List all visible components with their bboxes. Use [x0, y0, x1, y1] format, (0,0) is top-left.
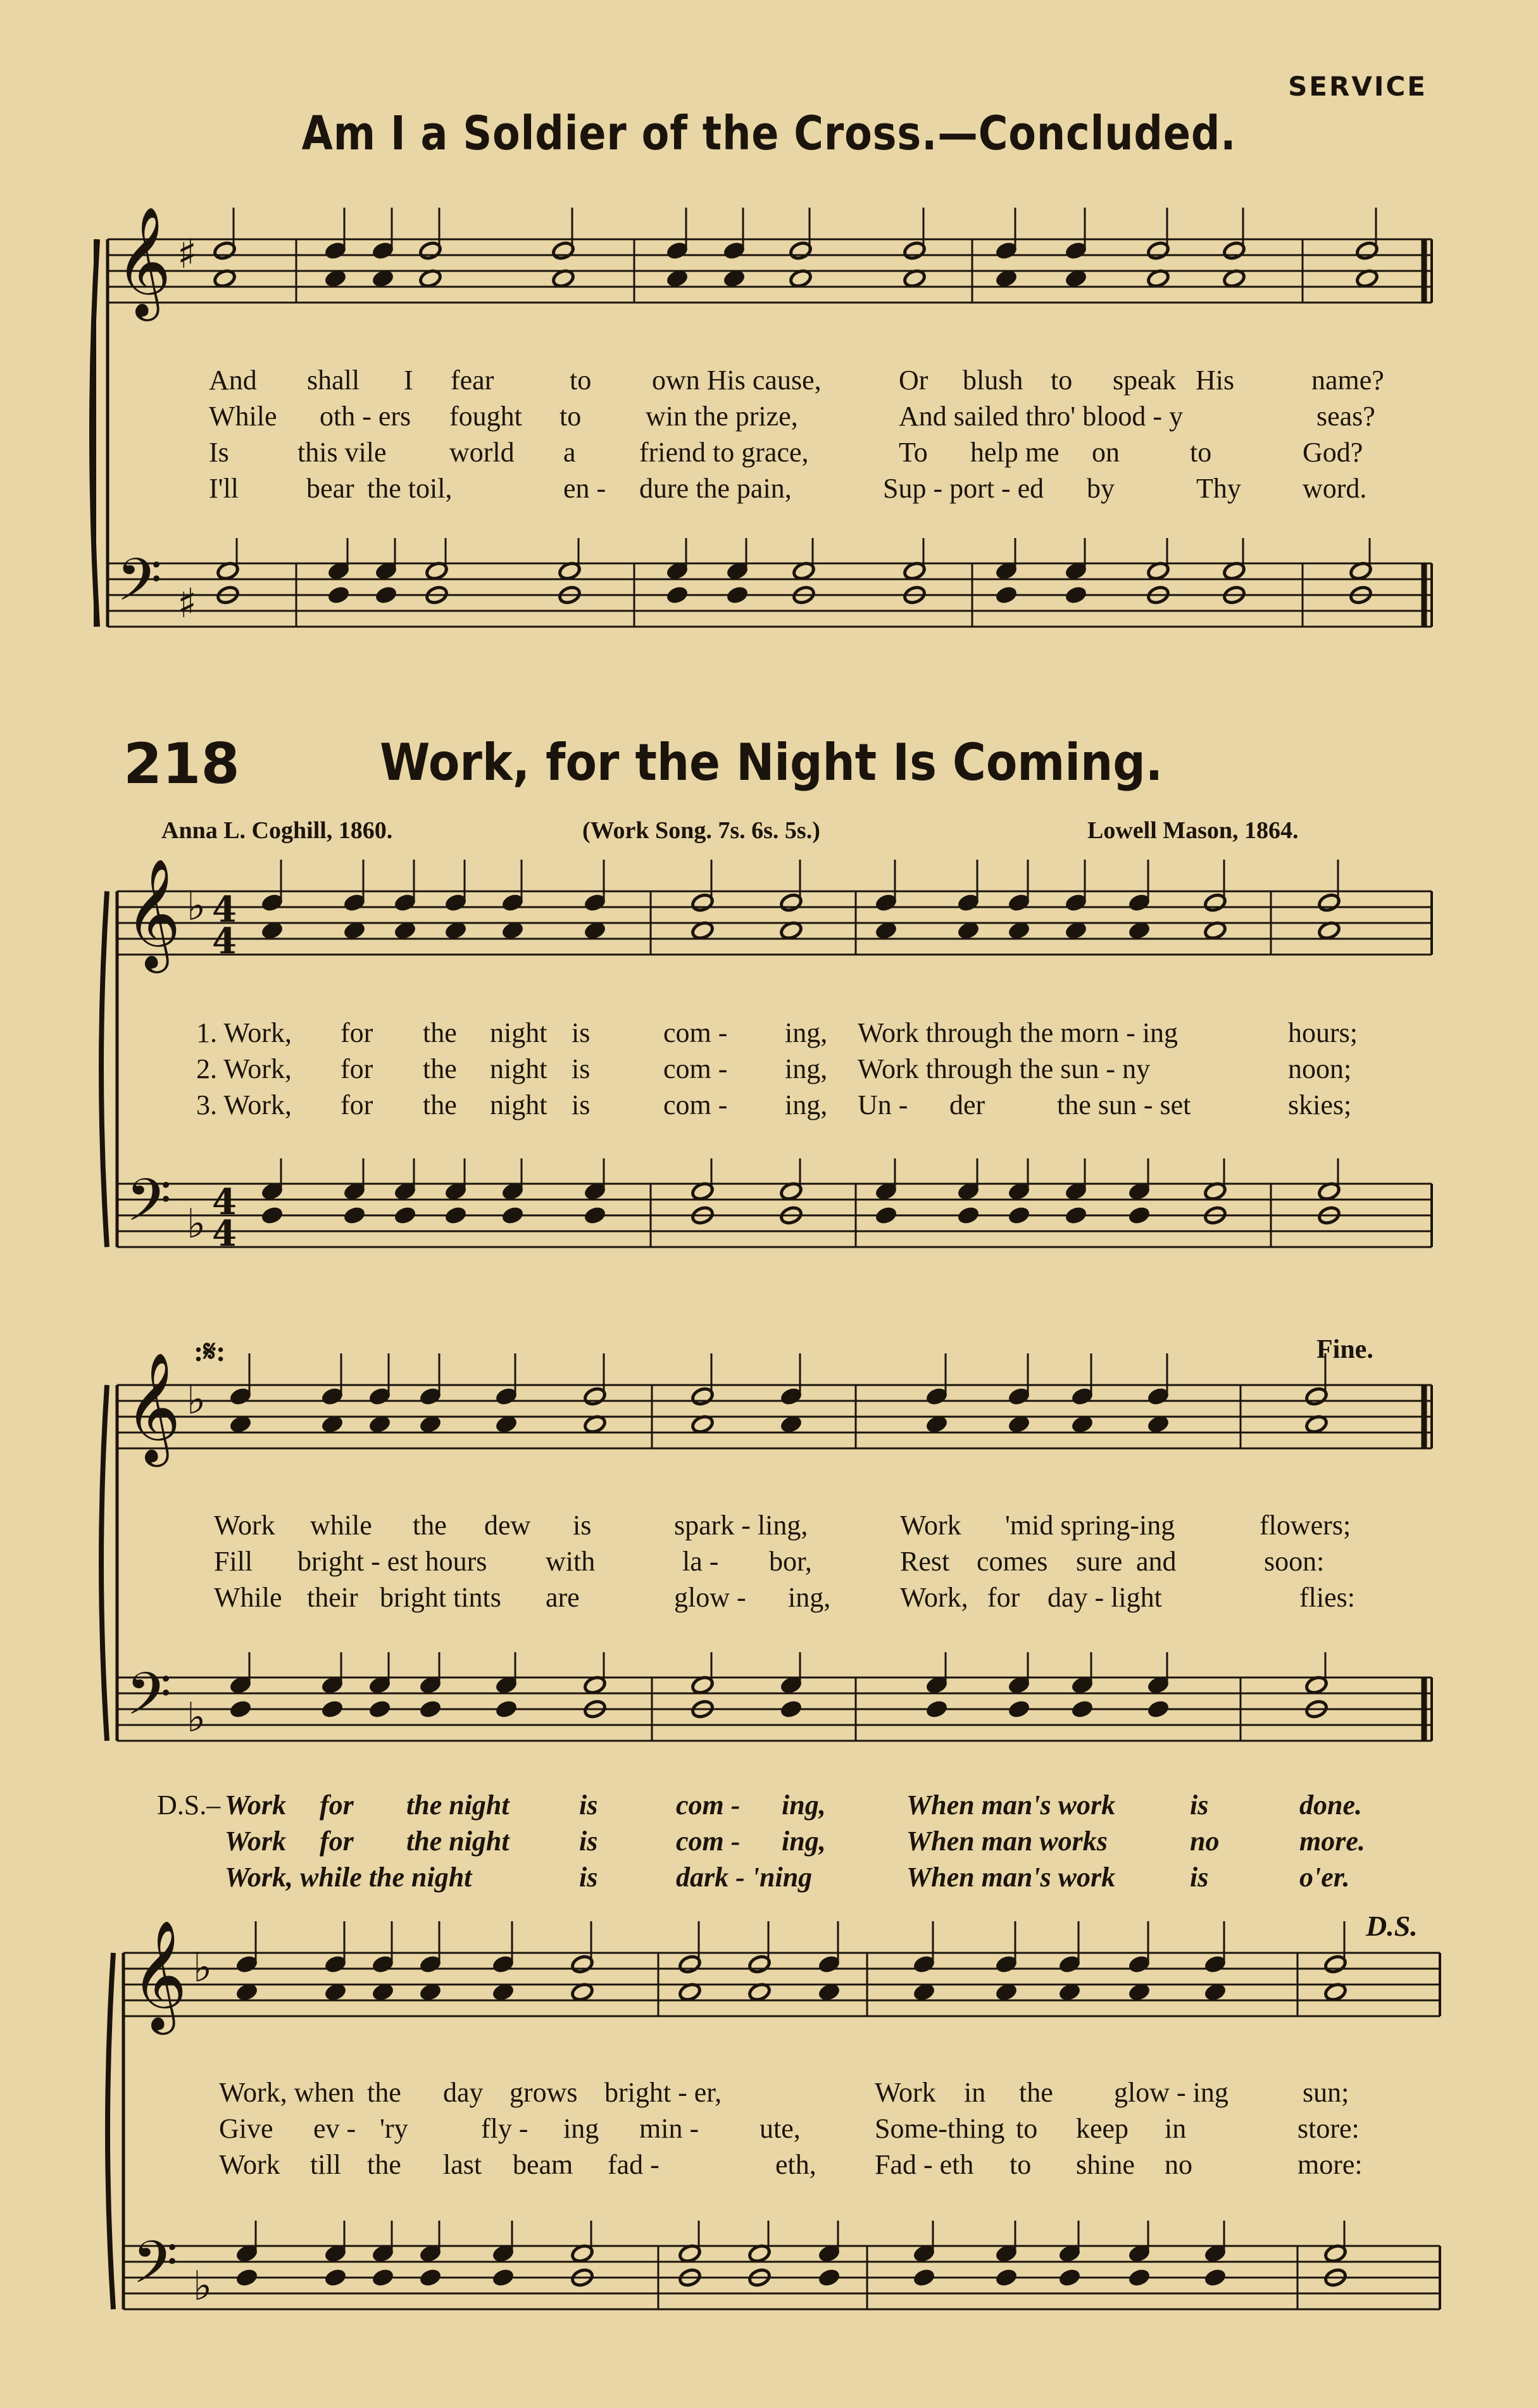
lyric-syllable: Work through the morn - ing — [858, 1017, 1179, 1048]
time-signature: 4 — [212, 1213, 237, 1255]
lyric-syllable: in — [964, 2077, 986, 2108]
lyric-syllable: the — [1019, 2077, 1053, 2108]
lyric-syllable: for — [341, 1017, 373, 1048]
lyric-syllable: is — [573, 1510, 592, 1541]
lyric-syllable: sun; — [1303, 2077, 1349, 2108]
lyric-syllable: the sun - set — [1057, 1089, 1191, 1120]
lyric-syllable: skies; — [1288, 1089, 1352, 1120]
lyric-syllable: the night — [406, 1790, 510, 1821]
lyric-syllable: Is — [209, 437, 229, 468]
lyric-syllable: com - — [676, 1826, 741, 1857]
note-head — [418, 2267, 442, 2288]
lyric-syllable: ing, — [785, 1089, 828, 1120]
lyric-syllable: dew — [484, 1510, 531, 1541]
key-signature: ♭ — [187, 1201, 206, 1248]
lyric-syllable: When man works — [906, 1826, 1108, 1857]
lyric-syllable: soon: — [1264, 1546, 1325, 1577]
lyric-syllable: While — [214, 1582, 282, 1613]
lyric-syllable: world — [449, 437, 515, 468]
note-head — [1070, 1699, 1094, 1719]
lyric-syllable: 'mid spring-ing — [1005, 1510, 1175, 1541]
lyric-syllable: dark - 'ning — [676, 1862, 813, 1893]
lyric-syllable: Work, — [900, 1582, 968, 1613]
lyric-syllable: ing, — [785, 1017, 828, 1048]
lyric-syllable: is — [1190, 1862, 1209, 1893]
lyric-syllable: more. — [1299, 1826, 1365, 1857]
lyric-syllable: fought — [449, 401, 522, 432]
note-head — [583, 1205, 607, 1226]
lyric-syllable: the — [367, 2149, 401, 2180]
hymn-author: Anna L. Coghill, 1860. — [161, 817, 393, 844]
lyric-syllable: are — [546, 1582, 580, 1613]
lyric-syllable: Rest — [900, 1546, 950, 1577]
lyric-syllable: Some-thing — [875, 2113, 1005, 2144]
treble-clef: 𝄞 — [125, 858, 181, 969]
lyric-syllable: Work — [225, 1826, 286, 1857]
ds-mark: D.S. — [1366, 1910, 1418, 1942]
lyric-syllable: the — [423, 1089, 457, 1120]
lyric-syllable: the — [367, 2077, 401, 2108]
lyric-syllable: Give — [219, 2113, 273, 2144]
lyric-syllable: for — [987, 1582, 1020, 1613]
lyric-syllable: to — [560, 401, 582, 432]
lyric-syllable: fly - — [481, 2113, 528, 2144]
system-brace — [108, 1953, 113, 2309]
lyric-syllable: with — [546, 1546, 596, 1577]
note-head — [260, 1205, 284, 1226]
lyric-syllable: the toil, — [367, 473, 453, 504]
note-head — [1064, 585, 1088, 605]
note-head — [393, 1205, 417, 1226]
note-head — [494, 1699, 518, 1719]
lyric-syllable: noon; — [1288, 1053, 1352, 1084]
lyric-syllable: 2. Work, — [196, 1053, 292, 1084]
lyric-syllable: I'll — [209, 473, 239, 504]
lyric-syllable: no — [1190, 1826, 1220, 1857]
lyric-syllable: ute, — [760, 2113, 801, 2144]
lyric-syllable: When man's work — [906, 1862, 1116, 1893]
system-brace — [101, 1385, 107, 1741]
lyric-syllable: on — [1092, 437, 1120, 468]
note-head — [994, 2267, 1018, 2288]
lyric-syllable: Fad - eth — [875, 2149, 974, 2180]
note-head — [342, 1205, 366, 1226]
key-signature: ♭ — [193, 1945, 213, 1991]
hymn-tune-meter: (Work Song. 7s. 6s. 5s.) — [582, 817, 820, 844]
page-title-continued: Am I a Soldier of the Cross.—Concluded. — [301, 106, 1237, 161]
bass-clef: 𝄢 — [126, 1167, 172, 1249]
lyric-syllable: while — [310, 1510, 372, 1541]
lyric-syllable: the — [413, 1510, 447, 1541]
lyric-syllable: la - — [682, 1546, 719, 1577]
note-head — [1127, 2267, 1151, 2288]
lyric-syllable: sure — [1076, 1546, 1123, 1577]
lyric-syllable: Work — [900, 1510, 961, 1541]
lyric-syllable: to — [1010, 2149, 1032, 2180]
lyric-syllable: is — [572, 1017, 591, 1048]
note-head — [1058, 2267, 1082, 2288]
lyric-syllable: day — [443, 2077, 484, 2108]
lyric-syllable: com - — [663, 1017, 728, 1048]
ds-label: D.S.– — [157, 1790, 221, 1821]
lyric-syllable: Work — [875, 2077, 936, 2108]
note-head — [1203, 2267, 1227, 2288]
note-head — [925, 1699, 949, 1719]
lyric-syllable: is — [572, 1053, 591, 1084]
key-signature: ♯ — [177, 231, 197, 278]
note-head — [444, 1205, 468, 1226]
lyric-syllable: 3. Work, — [196, 1089, 292, 1120]
note-head — [874, 1205, 898, 1226]
note-head — [491, 2267, 515, 2288]
note-head — [323, 2267, 347, 2288]
lyric-syllable: en - — [563, 473, 606, 504]
note-head — [912, 2267, 936, 2288]
bass-clef: 𝄢 — [132, 2229, 178, 2311]
lyric-syllable: grows — [510, 2077, 578, 2108]
lyric-syllable: hours; — [1288, 1017, 1358, 1048]
lyric-syllable: bear — [306, 473, 354, 504]
bass-clef: 𝄢 — [126, 1660, 172, 1743]
lyric-syllable: bor, — [769, 1546, 812, 1577]
lyric-syllable: friend to grace, — [639, 437, 809, 468]
lyric-syllable: Work — [225, 1790, 286, 1821]
lyric-syllable: oth - ers — [320, 401, 411, 432]
lyric-syllable: for — [341, 1089, 373, 1120]
lyric-syllable: com - — [663, 1053, 728, 1084]
key-signature: ♯ — [177, 580, 197, 627]
note-head — [327, 585, 351, 605]
lyric-syllable: com - — [676, 1790, 741, 1821]
lyric-syllable: night — [490, 1017, 547, 1048]
system-brace — [101, 891, 107, 1247]
key-signature: ♭ — [193, 2263, 213, 2310]
lyric-syllable: der — [949, 1089, 985, 1120]
hymn-title: Work, for the Night Is Coming. — [380, 733, 1163, 792]
lyric-syllable: ing, — [785, 1053, 828, 1084]
key-signature: ♭ — [187, 883, 206, 930]
lyric-syllable: 1. Work, — [196, 1017, 292, 1048]
lyric-syllable: beam — [513, 2149, 573, 2180]
lyric-syllable: is — [579, 1826, 598, 1857]
lyric-syllable: bright - est hours — [297, 1546, 487, 1577]
note-head — [320, 1699, 344, 1719]
lyric-syllable: God? — [1303, 437, 1363, 468]
lyric-syllable: store: — [1297, 2113, 1360, 2144]
lyric-syllable: their — [307, 1582, 358, 1613]
note-head — [228, 1699, 253, 1719]
lyric-syllable: bright - er, — [604, 2077, 722, 2108]
lyric-syllable: help me — [970, 437, 1060, 468]
note-head — [368, 1699, 392, 1719]
note-head — [1007, 1205, 1031, 1226]
lyric-syllable: glow - — [674, 1582, 746, 1613]
lyric-syllable: own His cause, — [652, 365, 822, 396]
lyric-syllable: ing, — [788, 1582, 831, 1613]
lyric-syllable: comes — [977, 1546, 1048, 1577]
fine-mark: Fine. — [1316, 1335, 1373, 1364]
lyric-syllable: is — [1190, 1790, 1209, 1821]
lyric-syllable: To — [899, 437, 928, 468]
lyric-syllable: flies: — [1299, 1582, 1355, 1613]
lyric-syllable: o'er. — [1299, 1862, 1350, 1893]
lyric-syllable: Thy — [1196, 473, 1241, 504]
lyric-syllable: is — [579, 1862, 598, 1893]
note-head — [817, 2267, 841, 2288]
lyric-syllable: glow - ing — [1114, 2077, 1229, 2108]
note-head — [235, 2267, 259, 2288]
note-head — [1064, 1205, 1088, 1226]
lyric-syllable: the — [423, 1017, 457, 1048]
lyric-syllable: speak — [1113, 365, 1177, 396]
lyric-syllable: bright tints — [380, 1582, 501, 1613]
lyric-syllable: more: — [1297, 2149, 1363, 2180]
key-signature: ♭ — [187, 1377, 206, 1424]
lyric-syllable: for — [320, 1790, 354, 1821]
lyric-syllable: for — [341, 1053, 373, 1084]
time-signature: 4 — [212, 1181, 237, 1223]
treble-clef: 𝄞 — [125, 1352, 181, 1462]
lyric-syllable: a — [563, 437, 576, 468]
lyric-syllable: Fill — [214, 1546, 253, 1577]
note-head — [1127, 1205, 1151, 1226]
lyric-syllable: to — [1016, 2113, 1038, 2144]
lyric-syllable: And sailed thro' blood - y — [899, 401, 1184, 432]
lyric-syllable: name? — [1311, 365, 1384, 396]
lyric-syllable: shine — [1076, 2149, 1135, 2180]
lyric-syllable: His — [1196, 365, 1235, 396]
lyric-syllable: Sup - port - ed — [883, 473, 1044, 504]
note-head — [374, 585, 398, 605]
lyric-syllable: While — [209, 401, 277, 432]
lyric-syllable: by — [1087, 473, 1115, 504]
lyric-syllable: seas? — [1316, 401, 1375, 432]
lyric-syllable: to — [1051, 365, 1073, 396]
lyric-syllable: ing — [563, 2113, 599, 2144]
lyric-syllable: Work, while the night — [225, 1862, 472, 1893]
lyric-syllable: fad - — [608, 2149, 660, 2180]
lyric-syllable: blush — [963, 365, 1023, 396]
lyric-syllable: com - — [663, 1089, 728, 1120]
lyric-syllable: for — [320, 1826, 354, 1857]
lyric-syllable: I — [404, 365, 413, 396]
lyric-syllable: Work — [214, 1510, 275, 1541]
hymn-number: 218 — [123, 731, 240, 796]
note-head — [1146, 1699, 1170, 1719]
lyric-syllable: is — [572, 1089, 591, 1120]
lyric-syllable: night — [490, 1089, 547, 1120]
lyric-syllable: word. — [1303, 473, 1367, 504]
note-head — [418, 1699, 442, 1719]
lyric-syllable: eth, — [775, 2149, 816, 2180]
lyric-syllable: is — [579, 1790, 598, 1821]
lyric-syllable: ing, — [782, 1790, 826, 1821]
note-head — [501, 1205, 525, 1226]
lyric-syllable: and — [1136, 1546, 1177, 1577]
lyric-syllable: done. — [1299, 1790, 1362, 1821]
hymn-composer: Lowell Mason, 1864. — [1087, 817, 1299, 844]
lyric-syllable: Work through the sun - ny — [858, 1053, 1151, 1084]
lyric-syllable: min - — [639, 2113, 699, 2144]
lyric-syllable: win the prize, — [646, 401, 798, 432]
lyric-syllable: in — [1165, 2113, 1187, 2144]
lyric-syllable: And — [209, 365, 257, 396]
lyric-syllable: Or — [899, 365, 928, 396]
lyric-syllable: dure the pain, — [639, 473, 792, 504]
lyric-syllable: fear — [451, 365, 494, 396]
note-head — [665, 585, 689, 605]
lyric-syllable: shall — [307, 365, 360, 396]
lyric-syllable: day - light — [1047, 1582, 1162, 1613]
section-label: SERVICE — [1288, 71, 1427, 102]
lyric-syllable: 'ry — [380, 2113, 408, 2144]
lyric-syllable: the — [423, 1053, 457, 1084]
note-head — [956, 1205, 980, 1226]
treble-clef: 𝄞 — [131, 1920, 187, 2030]
time-signature: 4 — [212, 889, 237, 931]
treble-clef: 𝄞 — [115, 206, 172, 317]
lyric-syllable: night — [490, 1053, 547, 1084]
lyric-syllable: till — [310, 2149, 341, 2180]
lyric-syllable: Un - — [858, 1089, 908, 1120]
lyric-syllable: this vile — [297, 437, 387, 468]
lyric-syllable: ev - — [313, 2113, 356, 2144]
lyric-syllable: When man's work — [906, 1790, 1116, 1821]
note-head — [1007, 1699, 1031, 1719]
lyric-syllable: last — [443, 2149, 482, 2180]
lyric-syllable: flowers; — [1260, 1510, 1351, 1541]
bass-clef: 𝄢 — [116, 546, 163, 629]
lyric-syllable: to — [570, 365, 592, 396]
note-head — [725, 585, 749, 605]
note-head — [994, 585, 1018, 605]
lyric-syllable: Work — [219, 2149, 280, 2180]
note-head — [779, 1699, 803, 1719]
segno-mark: :𝄋: — [194, 1335, 226, 1367]
lyric-syllable: keep — [1076, 2113, 1129, 2144]
lyric-syllable: spark - ling, — [674, 1510, 808, 1541]
time-signature: 4 — [212, 920, 237, 962]
note-head — [371, 2267, 395, 2288]
lyric-syllable: no — [1165, 2149, 1192, 2180]
lyric-syllable: Work, when — [219, 2077, 354, 2108]
key-signature: ♭ — [187, 1695, 206, 1741]
lyric-syllable: ing, — [782, 1826, 826, 1857]
lyric-syllable: the night — [406, 1826, 510, 1857]
lyric-syllable: to — [1190, 437, 1212, 468]
